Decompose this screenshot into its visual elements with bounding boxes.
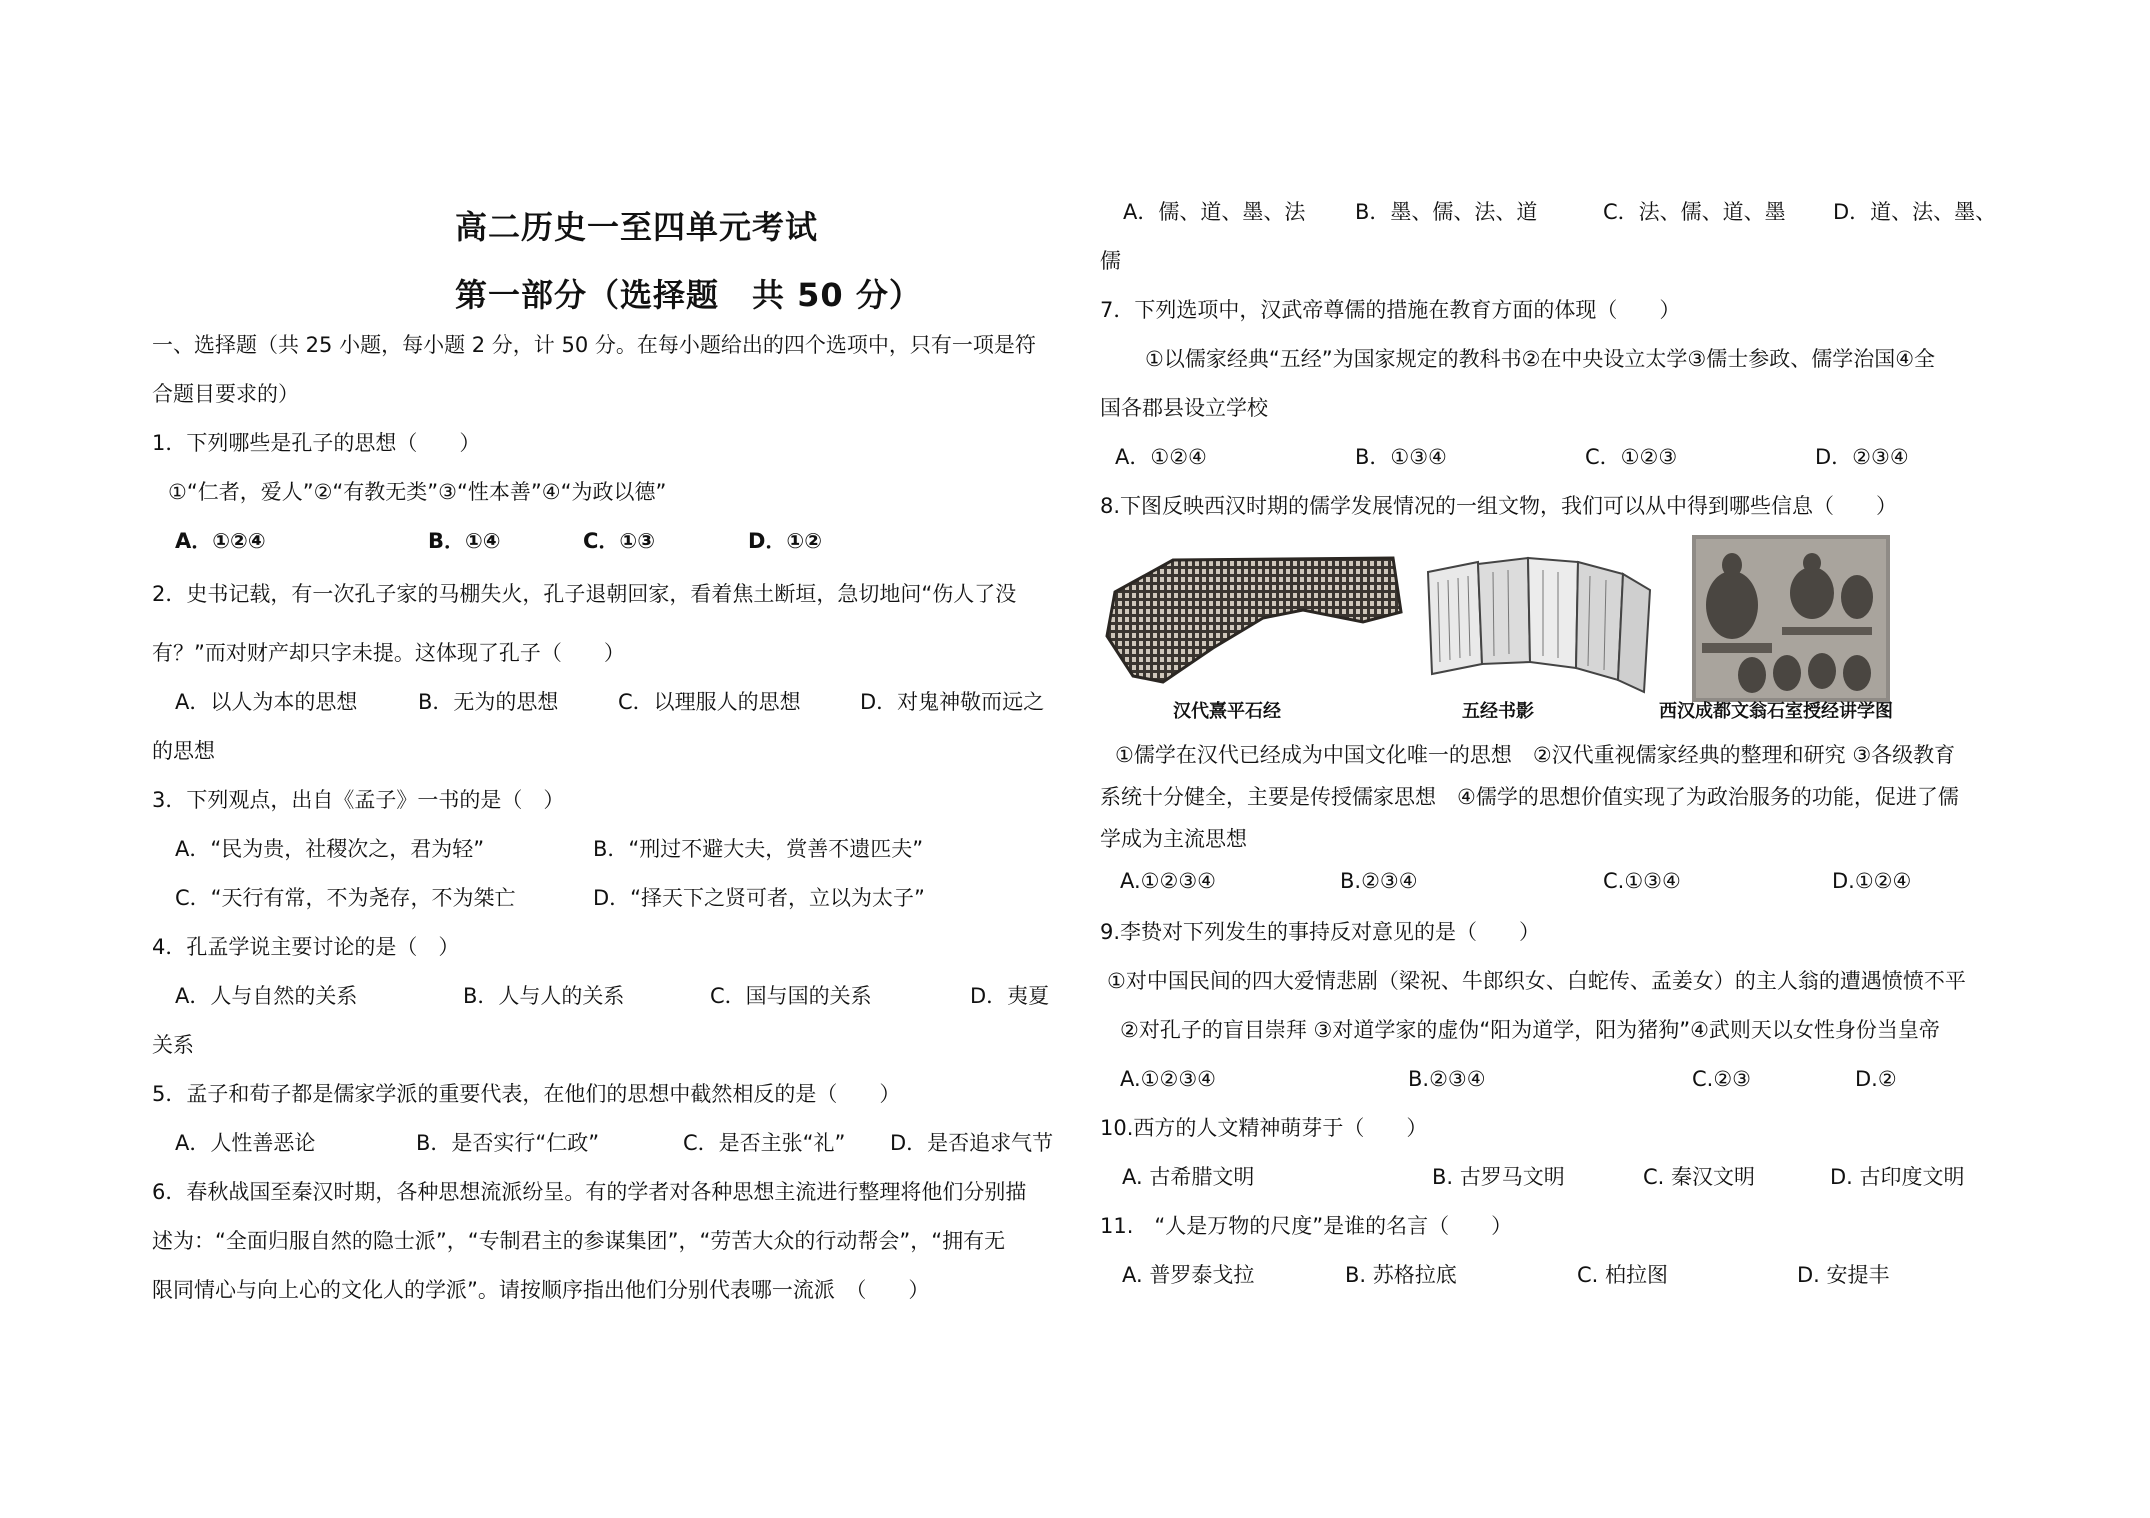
- figure-caption-stone-classics: 汉代熹平石经: [1173, 701, 1281, 722]
- question-11-option-d[interactable]: D. 安提丰: [1797, 1263, 1890, 1287]
- question-8-items: 系统十分健全，主要是传授儒家思想 ④儒学的思想价值实现了为政治服务的功能，促进了儒: [1100, 785, 1959, 809]
- question-9-option-b[interactable]: B.②③④: [1408, 1067, 1486, 1091]
- question-1-option-c[interactable]: C．①③: [583, 529, 655, 553]
- question-4-stem: 4．孔孟学说主要讨论的是（ ）: [152, 935, 460, 959]
- question-8-option-a[interactable]: A.①②③④: [1120, 869, 1216, 893]
- question-3-option-a[interactable]: A．“民为贵，社稷次之，君为轻”: [175, 837, 485, 861]
- question-3-option-b[interactable]: B．“刑过不避大夫，赏善不遗匹夫”: [593, 837, 924, 861]
- question-4-option-b[interactable]: B．人与人的关系: [463, 984, 625, 1008]
- question-6-stem: 6．春秋战国至秦汉时期，各种思想流派纷呈。有的学者对各种思想主流进行整理将他们分别描: [152, 1180, 1027, 1204]
- question-5-option-a[interactable]: A．人性善恶论: [175, 1131, 316, 1155]
- question-4-option-c[interactable]: C．国与国的关系: [710, 984, 872, 1008]
- question-10-option-b[interactable]: B. 古罗马文明: [1432, 1165, 1565, 1189]
- stone-chamber-lecture-image: [1692, 535, 1890, 702]
- part-subtitle: 第一部分（选择题 共 50 分）: [455, 276, 922, 314]
- question-7-stem: 7．下列选项中，汉武帝尊儒的措施在教育方面的体现（ ）: [1100, 298, 1681, 322]
- question-8-option-c[interactable]: C.①③④: [1603, 869, 1681, 893]
- question-2-option-d[interactable]: D．对鬼神敬而远之: [860, 690, 1045, 714]
- question-5-option-c[interactable]: C．是否主张“礼”: [683, 1131, 846, 1155]
- question-1-option-b[interactable]: B．①④: [428, 529, 501, 553]
- question-2-stem: 2．史书记载，有一次孔子家的马棚失火，孔子退朝回家，看着焦土断垣，急切地问“伤人了没: [152, 582, 1017, 606]
- question-7-option-b[interactable]: B．①③④: [1355, 445, 1447, 469]
- question-7-items: ①以儒家经典“五经”为国家规定的教科书②在中央设立太学③儒士参政、儒学治国④全: [1145, 347, 1936, 371]
- question-5-option-d[interactable]: D．是否追求气节: [890, 1131, 1054, 1155]
- question-11-option-c[interactable]: C. 柏拉图: [1577, 1263, 1669, 1287]
- question-4-option-d-cont: 关系: [152, 1033, 194, 1057]
- question-7-option-c[interactable]: C．①②③: [1585, 445, 1678, 469]
- question-6-option-d[interactable]: D．道、法、墨、: [1833, 200, 1997, 224]
- question-9-option-d[interactable]: D.②: [1855, 1067, 1897, 1091]
- question-6-option-c[interactable]: C．法、儒、道、墨: [1603, 200, 1786, 224]
- stone-classics-image: [1103, 552, 1405, 702]
- question-6-stem: 述为：“全面归服自然的隐士派”，“专制君主的参谋集团”，“劳苦大众的行动帮会”，“拥有无: [152, 1229, 1006, 1253]
- question-2-option-c[interactable]: C．以理服人的思想: [618, 690, 801, 714]
- question-3-option-c[interactable]: C．“天行有常，不为尧存，不为桀亡: [175, 886, 516, 910]
- question-2-option-d-cont: 的思想: [152, 739, 215, 763]
- question-11-option-a[interactable]: A. 普罗泰戈拉: [1122, 1263, 1255, 1287]
- question-8-items: ①儒学在汉代已经成为中国文化唯一的思想 ②汉代重视儒家经典的整理和研究 ③各级教育: [1115, 743, 1956, 767]
- question-10-option-c[interactable]: C. 秦汉文明: [1643, 1165, 1756, 1189]
- question-11-option-b[interactable]: B. 苏格拉底: [1345, 1263, 1457, 1287]
- question-8-items: 学成为主流思想: [1100, 827, 1247, 851]
- question-1-option-a[interactable]: A．①②④: [175, 529, 266, 553]
- question-9-items: ②对孔子的盲目崇拜 ③对道学家的虚伪“阳为道学，阳为猪狗”④武则天以女性身份当皇帝: [1120, 1018, 1940, 1042]
- question-8-stem: 8.下图反映西汉时期的儒学发展情况的一组文物，我们可以从中得到哪些信息（ ）: [1100, 494, 1898, 518]
- five-classics-books-image: [1418, 552, 1658, 697]
- figure-caption-lecture: 西汉成都文翁石室授经讲学图: [1659, 701, 1893, 722]
- question-9-option-a[interactable]: A.①②③④: [1120, 1067, 1216, 1091]
- question-6-option-a[interactable]: A．儒、道、墨、法: [1123, 200, 1306, 224]
- section-intro-line: 一、选择题（共 25 小题，每小题 2 分，计 50 分。在每小题给出的四个选项中，只有一项是符: [152, 333, 1036, 357]
- question-8-option-b[interactable]: B.②③④: [1340, 869, 1418, 893]
- question-10-option-a[interactable]: A. 古希腊文明: [1122, 1165, 1255, 1189]
- question-6-stem: 限同情心与向上心的文化人的学派”。请按顺序指出他们分别代表哪一流派 （ ）: [152, 1278, 930, 1302]
- section-intro-line: 合题目要求的）: [152, 382, 299, 406]
- question-9-stem: 9.李贽对下列发生的事持反对意见的是（ ）: [1100, 920, 1541, 944]
- question-7-option-a[interactable]: A．①②④: [1115, 445, 1207, 469]
- question-6-option-d-cont: 儒: [1100, 249, 1121, 273]
- question-9-items: ①对中国民间的四大爱情悲剧（梁祝、牛郎织女、白蛇传、孟姜女）的主人翁的遭遇愤愤不平: [1107, 969, 1966, 993]
- page-title: 高二历史一至四单元考试: [455, 208, 819, 246]
- figure-caption-five-classics: 五经书影: [1462, 701, 1534, 722]
- question-6-option-b[interactable]: B．墨、儒、法、道: [1355, 200, 1538, 224]
- question-4-option-a[interactable]: A．人与自然的关系: [175, 984, 358, 1008]
- question-4-option-d[interactable]: D．夷夏: [970, 984, 1050, 1008]
- question-1-option-d[interactable]: D．①②: [748, 529, 822, 553]
- question-1-stem: 1．下列哪些是孔子的思想（ ）: [152, 431, 481, 455]
- question-10-stem: 10.西方的人文精神萌芽于（ ）: [1100, 1116, 1428, 1140]
- question-11-stem: 11. “人是万物的尺度”是谁的名言（ ）: [1100, 1214, 1513, 1238]
- question-7-items: 国各郡县设立学校: [1100, 396, 1268, 420]
- question-5-stem: 5．孟子和荀子都是儒家学派的重要代表，在他们的思想中截然相反的是（ ）: [152, 1082, 901, 1106]
- question-3-option-d[interactable]: D．“择天下之贤可者，立以为太子”: [593, 886, 925, 910]
- question-5-option-b[interactable]: B．是否实行“仁政”: [416, 1131, 600, 1155]
- question-3-stem: 3．下列观点，出自《孟子》一书的是（ ）: [152, 788, 565, 812]
- question-10-option-d[interactable]: D. 古印度文明: [1830, 1165, 1965, 1189]
- question-2-stem: 有？”而对财产却只字未提。这体现了孔子（ ）: [152, 641, 625, 665]
- question-9-option-c[interactable]: C.②③: [1692, 1067, 1751, 1091]
- question-8-option-d[interactable]: D.①②④: [1832, 869, 1912, 893]
- question-1-items: ①“仁者，爱人”②“有教无类”③“性本善”④“为政以德”: [168, 480, 667, 504]
- question-7-option-d[interactable]: D．②③④: [1815, 445, 1909, 469]
- question-2-option-b[interactable]: B．无为的思想: [418, 690, 559, 714]
- question-2-option-a[interactable]: A．以人为本的思想: [175, 690, 358, 714]
